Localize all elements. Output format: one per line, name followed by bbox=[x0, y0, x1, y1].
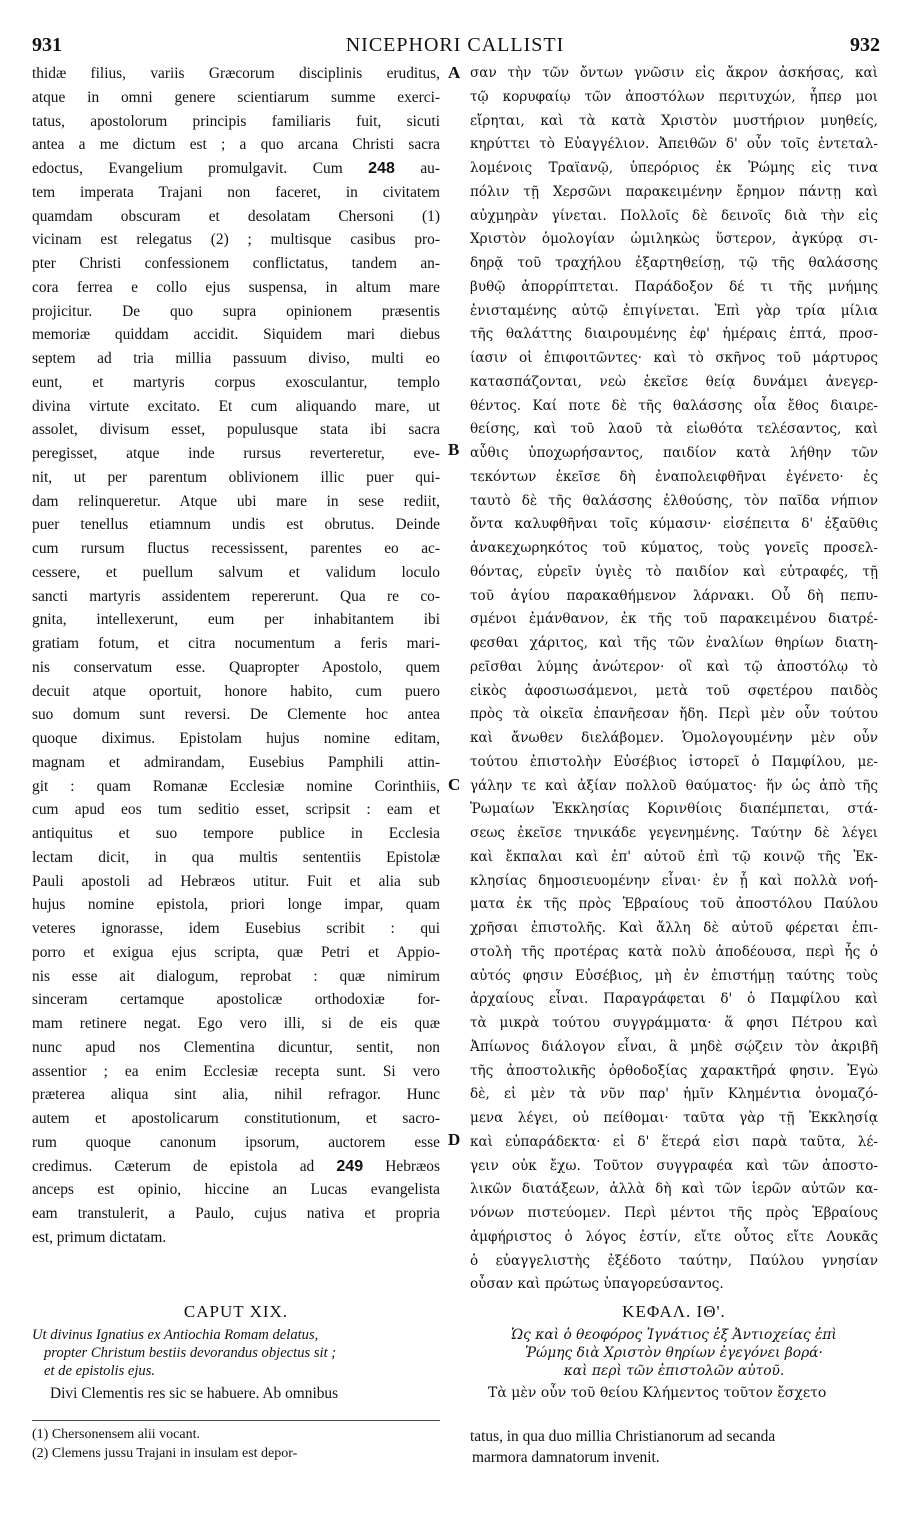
text-line: θείσης, καὶ τοῦ λαοῦ τὰ εἰωθότα τελέσαντος, καὶ bbox=[470, 421, 878, 438]
chapter-title-greek: ΚΕΦΑΛ. ΙΘ'. bbox=[622, 1302, 726, 1321]
text-line: cum apud eos tum seditio esset, scripsit : eam et bbox=[32, 801, 440, 819]
chapter-subtitle-greek-3: καὶ περὶ τῶν ἐπιστολῶν αὐτοῦ. bbox=[563, 1363, 785, 1379]
text-line: magnam et admirandam, Eusebius Pamphili attin- bbox=[32, 753, 440, 771]
chapter-body-latin: Divi Clementis res sic se habuere. Ab omnibus bbox=[50, 1385, 339, 1402]
text-line: νόνων πιστεύομεν. Περὶ μέντοι τῆς πρὸς Ἑβραίους bbox=[470, 1205, 878, 1221]
text-line: οὖσαν καὶ πρώτως ὑπαγορεύσαντος. bbox=[470, 1276, 724, 1293]
page-number-right: 932 bbox=[850, 34, 880, 56]
text-line: projicitur. De quo supra opinionem præsentis bbox=[32, 302, 440, 320]
text-line: cora ferrea e collo ejus suspensa, in altum mare bbox=[32, 278, 440, 296]
text-line: assentior ; ea enim Ecclesiæ recepta sunt. Si vero bbox=[32, 1062, 440, 1080]
text-line: divina virtute excitato. Et cum aliquando mare, ut bbox=[32, 397, 440, 415]
text-line: edoctus, Evangelium promulgavit. Cum 248 au- bbox=[32, 160, 440, 177]
text-line: τῆς ἀποστολικῆς ὀρθοδοξίας χαρακτῆρά φησιν. Ἐγὼ bbox=[470, 1062, 878, 1079]
text-line: μενα λέγει, οὐ πείθομαι· ταῦτα γὰρ τῇ Ἐκκλησίᾳ bbox=[470, 1110, 878, 1126]
text-line: αὐτός φησιν Εὐσέβιος, μὴ ἐν ἐπιστήμῃ ταύτης τοὺς bbox=[470, 967, 878, 984]
text-line: nit, ut per parentum oblivionem illic puer qui- bbox=[32, 468, 440, 486]
text-line: vicinam est relegatus (2) ; multisque casibus pro- bbox=[32, 231, 440, 249]
text-line: ρεῖσθαι λύμης ἀνώτερον· οἳ καὶ τῷ ἀποστόλῳ τὸ bbox=[470, 658, 878, 675]
text-line: thidæ filius, variis Græcorum disciplinis eruditus, bbox=[32, 65, 440, 82]
text-line: ἀμφήριστος ὁ λόγος ἐστίν, εἴτε οὗτος εἴτε Λουκᾶς bbox=[470, 1228, 878, 1245]
text-line: εἰκὸς ἀφοσιωσάμενοι, μετὰ τοῦ σφετέρου παιδὸς bbox=[470, 682, 878, 699]
text-line: δὲ, εἰ μὲν τὰ νῦν παρ' ἡμῖν Κλημέντια ὀνομαζό- bbox=[470, 1086, 878, 1103]
text-line: λικῶν διατάξεων, ἀλλὰ δὴ καὶ τῶν ἱερῶν αὐτῶν κα- bbox=[470, 1181, 878, 1198]
text-line: nis esse ait dialogum, reprobat : quæ nimirum bbox=[32, 967, 440, 985]
text-line: τεκόντων ἐκεῖσε δὴ ἐναπολειφθῆναι ἐγένετο· ἐς bbox=[470, 468, 878, 485]
text-line: Ῥωμαίων Ἐκκλησίας Κορινθίοις διαπέμπεται, στά- bbox=[470, 801, 878, 818]
section-marker-c: C bbox=[448, 775, 461, 794]
greek-column bbox=[470, 62, 878, 1297]
chapter-subtitle-latin-1: Ut divinus Ignatius ex Antiochia Romam delatus, bbox=[32, 1327, 319, 1343]
footnote-2: (2) Clemens jussu Trajani in insulam est depor- bbox=[32, 1446, 298, 1461]
footnote-continuation bbox=[470, 1426, 878, 1468]
text-line: κλησίας δημοσιευομένην εἶναι· ἐν ᾗ καὶ πολλὰ νοή- bbox=[470, 872, 878, 889]
text-line: rum quoque canonum ipsorum, auctorem esse bbox=[32, 1133, 440, 1151]
text-line: sancti martyris assidentem repererunt. Qua re co- bbox=[32, 587, 440, 605]
text-line: peregisset, atque inde rursus reverteretur, eve- bbox=[32, 445, 440, 462]
text-line: τοῦ ἁγίου παρακαθήμενον λάρνακι. Οὗ δὴ πεπυ- bbox=[470, 587, 878, 604]
text-line: πρὸς τὰ οἰκεῖα ἐπανῆεσαν ἤδη. Περὶ μὲν οὖν τούτου bbox=[470, 706, 878, 723]
text-line: nunc apud nos Clementina dicuntur, sentit, non bbox=[32, 1038, 440, 1056]
text-line: χρῆσαι ἐπιστολῆς. Καὶ ἄλλη δὲ αὐτοῦ φέρεται ἐπι- bbox=[470, 920, 878, 936]
text-line: præterea aliqua sint alia, nihil refragor. Hunc bbox=[32, 1086, 440, 1104]
text-line: quamdam obscuram et desolatam Chersoni (1) bbox=[32, 207, 440, 225]
text-line: lectam dicit, in qua multis sententiis Epistolæ bbox=[32, 848, 440, 866]
text-line: θόντας, εὑρεῖν ὑγιὲς τὸ παιδίον καὶ εὐτραφές, τῇ bbox=[470, 563, 878, 580]
chapter-heading-latin bbox=[32, 1302, 440, 1405]
text-line: κηρύττει τὸ Εὐαγγέλιον. Ἀπειθῶν δ' οὖν τοῖς ἐντεταλ- bbox=[470, 136, 878, 153]
text-line: τῷ κορυφαίῳ τῶν ἀποστόλων περιτυχών, ἧπερ μοι bbox=[470, 88, 878, 105]
text-line: decuit atque oportuit, honore habito, cum puero bbox=[32, 682, 440, 700]
latin-column bbox=[32, 62, 440, 1250]
column-number: 249 bbox=[336, 1157, 364, 1175]
text-line: assolet, divisum esset, populusque stata ibi sacra bbox=[32, 421, 440, 439]
text-line: σαν τὴν τῶν ὄντων γνῶσιν εἰς ἄκρον ἀσκήσας, καὶ bbox=[470, 65, 878, 81]
text-line: anceps est opinio, hiccine an Lucas evangelista bbox=[32, 1181, 440, 1199]
continuation-line-2: marmora damnatorum invenit. bbox=[472, 1449, 660, 1466]
text-line: gnita, intellexerunt, eum per inhabitantem ibi bbox=[32, 611, 440, 629]
text-line: git : quam Romanæ Ecclesiæ nomine Corinthiis, bbox=[32, 777, 440, 795]
text-line: eam transtulerit, a Paulo, cujus nativa et propria bbox=[32, 1205, 440, 1222]
text-line: Ἀπίωνος διάλογον εἶναι, ἃ μηδὲ σῴζειν τὸν ἀκριβῆ bbox=[470, 1038, 878, 1055]
text-line: suo domum sunt reversi. De Clemente hoc antea bbox=[32, 706, 440, 724]
text-line: κατασπάζονται, νεὼ ἐκεῖσε θείᾳ δυνάμει ἀνεγερ- bbox=[470, 373, 878, 390]
chapter-subtitle-latin-2: propter Christum bestiis devorandus objectus sit ; bbox=[44, 1345, 337, 1361]
text-line: ίασιν οἱ ἐπιφοιτῶντες· καὶ τὸ σκῆνος τοῦ μάρτυρος bbox=[470, 350, 878, 366]
text-line: tatus, apostolorum principis familiaris fuit, sicuti bbox=[32, 112, 440, 130]
text-line: ἀνακεχωρηκότος τοῦ κύματος, τοὺς γονεῖς προσελ- bbox=[470, 540, 878, 556]
section-marker-b: B bbox=[448, 440, 460, 459]
text-line: σμένοι ἐμάνθανον, ἐκ τῆς τοῦ παρακειμένου διατρέ- bbox=[470, 611, 878, 628]
column-number: 248 bbox=[368, 160, 395, 177]
text-line: αὖθις ὑποχωρήσαντος, παιδίον κατὰ λήθην τῶν bbox=[470, 445, 878, 461]
text-line: Pauli apostoli ad Hebræos utitur. Fuit et alia sub bbox=[32, 872, 440, 890]
text-line: δηρᾷ τοῦ τραχήλου ἐξαρτηθείσῃ, τῷ τῆς θαλάσσης bbox=[470, 255, 878, 271]
section-marker-d: D bbox=[448, 1130, 461, 1149]
text-line: βυθῷ ἀπορρίπτεται. Παράδοξον δέ τι τῆς μνήμης bbox=[470, 278, 878, 295]
text-line: ὁ εὐαγγελιστὴς ἐξέδοτο ταύτην, Παύλου γνησίαν bbox=[470, 1252, 878, 1269]
text-line: εἴρηται, καὶ τὰ κατὰ Χριστὸν μυστήριον μυηθείς, bbox=[470, 112, 878, 129]
text-line: Χριστὸν ὁμολογίαν ὡμιληκὼς ὕστερον, ἀγκύρᾳ σι- bbox=[470, 231, 878, 248]
text-line: θέντος. Καί ποτε δὲ τῆς θαλάσσης οἷα ἔθος διαιρε- bbox=[470, 397, 878, 414]
text-line: τῆς θαλάττης διαιρουμένης ἐφ' ἡμέραις ἑπτά, προσ- bbox=[470, 326, 878, 343]
continuation-line-1: tatus, in qua duo millia Christianorum ad secanda bbox=[470, 1428, 776, 1445]
text-line: τούτου ἐπιστολὴν Εὐσέβιος ἱστορεῖ ὁ Παμφίλου, με- bbox=[470, 753, 878, 770]
text-line: antiquitus et suo tempore publice in Ecclesia bbox=[32, 825, 440, 842]
text-line: veteres ignorasse, idem Eusebius scribit : qui bbox=[32, 920, 440, 937]
text-line: atque in omni genere scientiarum summe exerci- bbox=[32, 88, 440, 106]
text-line: ὄντα καλυφθῆναι τοῖς κύμασιν· εἰσέπειτα δ' ἐξαῦθις bbox=[470, 516, 878, 533]
chapter-heading-greek bbox=[470, 1302, 878, 1405]
text-line: tem imperata Trajani non faceret, in civitatem bbox=[32, 183, 440, 201]
text-line: quoque diximus. Epistolam hujus nomine editam, bbox=[32, 730, 440, 747]
text-line: τὰ μικρὰ τούτου συγγράμματα· ἅ φησι Πέτρου καὶ bbox=[470, 1015, 878, 1031]
text-line: καὶ ἔκπαλαι καὶ ἐπ' αὐτοῦ ἐπὶ τῷ κοινῷ τῆς Ἐκ- bbox=[470, 848, 878, 865]
text-line: antea a me dictum est ; a quo arcana Christi sacra bbox=[32, 136, 440, 154]
text-line: porro et exigua ejus scripta, quæ Petri et Appio- bbox=[32, 943, 440, 961]
text-line: ἐνισταμένης αὐτῷ ἐπιγίνεται. Ἐπὶ γὰρ τρία μίλια bbox=[470, 302, 878, 319]
section-marker-a: A bbox=[448, 63, 461, 82]
text-line: φεσθαι χάριτος, καὶ τῆς τῶν ἐναλίων θηρίων διατη- bbox=[470, 635, 878, 651]
text-line: γειν οὐκ ἔχω. Τοῦτον συγγραφέα καὶ τῶν ἀποστο- bbox=[470, 1157, 878, 1174]
text-line: γάλην τε καὶ ἀξίαν πολλοῦ θαύματος· ἥν ὡς ἀπὸ τῆς bbox=[470, 777, 878, 794]
text-line: mam retinere negat. Ego vero illi, si de eis quæ bbox=[32, 1015, 440, 1032]
text-line: sinceram certamque apostolicæ orthodoxiæ for- bbox=[32, 991, 440, 1009]
text-line: ταυτὸ δὲ τῆς θαλάσσης ἐλθούσης, τὸν παῖδα νήπιον bbox=[470, 492, 878, 509]
chapter-subtitle-greek-2: Ῥώμης διὰ Χριστὸν θηρίων ἐγεγόνει βορά· bbox=[525, 1345, 823, 1361]
text-line: autem et apostolicarum constitutionum, et sacro- bbox=[32, 1110, 440, 1127]
text-line: στολὴ τῆς προτέρας κατὰ πολὺ ἀποδέουσα, περὶ ἧς ὁ bbox=[470, 943, 878, 960]
text-line: σεως ἐκεῖσε τηνικάδε γεγενημένης. Ταύτην δὲ λέγει bbox=[470, 825, 878, 841]
footnote-1: (1) Chersonensem alii vocant. bbox=[32, 1427, 200, 1442]
text-line: nis conservatum esse. Quapropter Apostolo, quem bbox=[32, 658, 440, 676]
text-line: est, primum dictatam. bbox=[32, 1228, 167, 1246]
footnote-rule bbox=[32, 1420, 440, 1421]
text-line: cessere, et puellum salvum et validum loculo bbox=[32, 563, 440, 581]
text-line: λομένοις Τραϊανῷ, ὑπερόριος ἐκ Ῥώμης εἰς τινα bbox=[470, 160, 878, 176]
text-line: dam relinqueretur. Atque ubi mare in sese rediit, bbox=[32, 492, 440, 510]
text-line: ματα ἐκ τῆς πρὸς Ἑβραίους τοῦ ἀποστόλου Παύλου bbox=[470, 896, 878, 913]
chapter-title-latin: CAPUT XIX. bbox=[183, 1302, 289, 1321]
text-line: memoriæ quiddam accidit. Siquidem mari diebus bbox=[32, 326, 440, 344]
text-line: credimus. Cæterum de epistola ad 249 Hebræos bbox=[32, 1157, 440, 1175]
page-header bbox=[0, 34, 910, 60]
text-line: αὐχμηρὰν γίνεται. Πολλοῖς δὲ δεινοῖς διὰ τὴν εἰς bbox=[470, 207, 878, 224]
text-line: gratiam fotum, et citra nocumentum a feris mari- bbox=[32, 635, 440, 652]
text-line: septem ad tria millia passuum diviso, multi eo bbox=[32, 350, 440, 367]
text-line: καὶ ἄνωθεν διελάβομεν. Ὁμολογουμένην μὲν οὖν bbox=[470, 730, 878, 746]
text-line: ἀρχαίους εἶναι. Παραγράφεται δ' ὁ Παμφίλου καὶ bbox=[470, 991, 878, 1008]
page-number-left: 931 bbox=[32, 34, 62, 56]
footnotes bbox=[32, 1425, 440, 1463]
chapter-body-greek: Τὰ μὲν οὖν τοῦ θείου Κλήμεντος τοῦτον ἔσχετο bbox=[488, 1385, 827, 1401]
text-line: cum rursum fluctus recessissent, parentes eo ac- bbox=[32, 540, 440, 557]
text-line: hujus nomine epistola, priori longe impar, quam bbox=[32, 896, 440, 914]
chapter-subtitle-greek-1: Ὡς καὶ ὁ θεοφόρος Ἰγνάτιος ἐξ Ἀντιοχείας ἐπὶ bbox=[511, 1327, 837, 1343]
running-title: NICEPHORI CALLISTI bbox=[345, 34, 565, 56]
text-line: eunt, et martyris corpus exosculantur, templo bbox=[32, 373, 440, 391]
text-line: πόλιν τῇ Χερσῶνι παρακειμένην ἔρημον πάντῃ καὶ bbox=[470, 183, 878, 200]
text-line: καὶ εὐπαράδεκτα· εἰ δ' ἕτερά εἰσι παρὰ ταῦτα, λέ- bbox=[470, 1133, 878, 1150]
text-line: pter Christi confessionem conflictatus, tandem an- bbox=[32, 255, 440, 272]
text-line: puer tenellus etiamnum undis est obrutus. Deinde bbox=[32, 516, 440, 534]
chapter-subtitle-latin-3: et de epistolis ejus. bbox=[44, 1363, 156, 1379]
